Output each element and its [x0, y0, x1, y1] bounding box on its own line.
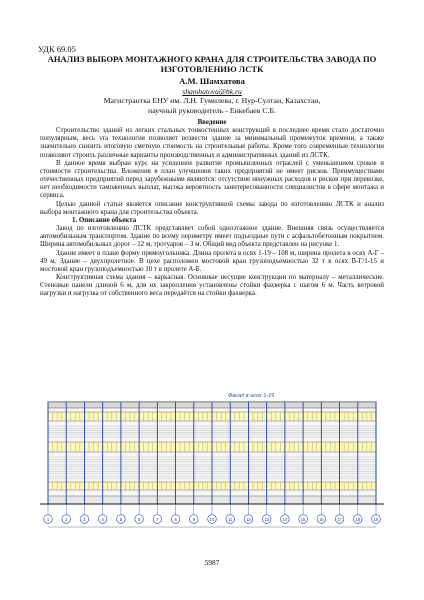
axis-label: 5	[119, 517, 123, 522]
page-number: 5987	[204, 558, 220, 567]
axis-label: 10	[209, 517, 215, 522]
article-body	[40, 119, 384, 298]
axis-label: 19	[373, 517, 379, 522]
facade-building	[40, 402, 384, 504]
axis-label: 14	[282, 517, 288, 522]
axis-label: 7	[156, 517, 159, 522]
axis-label: 11	[228, 517, 233, 522]
axis-label: 8	[174, 517, 177, 522]
affiliation	[40, 96, 384, 116]
author-email[interactable]: shamhatova@bk.ru	[182, 87, 242, 96]
axis-label: 1	[46, 517, 50, 522]
axis-label: 6	[137, 517, 141, 522]
axis-label: 4	[101, 517, 104, 522]
facade-drawing	[40, 386, 384, 532]
axis-label: 15	[300, 517, 306, 522]
axis-label: 16	[318, 517, 324, 522]
section-1-paragraph-2: Здание имеет в плане форму прямоугольника. Длина пролета в осях 1-19 – 108 м, ширина пролета в осях А-Г – 49 м. Здание – двухпролетное. В цехе расположен мостовой кран грузоподъемностью 32 т в осях В-Г/1-15 и мостовой кран грузоподъемностью 10 т в пролете А-Б.	[40, 249, 384, 273]
intro-heading: Введение	[197, 119, 227, 126]
affiliation-line-1: Магистрантка ЕНУ им. Л.Н. Гумилева, г. Нур-Султан, Казахстан,	[103, 96, 321, 105]
axis-label: 3	[83, 517, 86, 522]
author-name: А.М. Шамхатова	[179, 76, 245, 86]
axis-label: 17	[337, 517, 342, 522]
article-title: АНАЛИЗ ВЫБОРА МОНТАЖНОГО КРАНА ДЛЯ СТРОИТЕЛЬСТВА ЗАВОДА ПО ИЗГОТОВЛЕНИЮ ЛСТК	[47, 54, 377, 74]
axis-label: 9	[192, 517, 195, 522]
intro-paragraph-1: Строительство зданий из легких стальных тонкостенных конструкций в последнее время стало достаточно популярным, весь эта технология позволяет возвести здание за минимальный промежуток времени, а также значительно снизить итоговую сметную стоимость на строительные работы. Кроме того современные технологии позволяют строить различные варианты производственных и административных зданий из ЛСТК.	[40, 127, 384, 159]
intro-paragraph-2: В данное время выбран курс на усиленное развитие промышленных отраслей с уменьшением сроков и стоимости строительства. Вложения в план улучшения таких предприятий не имеет рисков. Преимуществами отечественных предприятий перед зарубежными являются: отсутствие ненужных расходов и рисков при перевозке, нет необходимости таможенных выплат, высока вероятность заинтересованности специалистов в сфере монтажа и сервиса.	[40, 159, 384, 200]
axis-label: 12	[246, 517, 251, 522]
facade-axis-labels	[44, 504, 381, 527]
axis-label: 2	[65, 517, 68, 522]
section-1-paragraph-3: Конструктивная схема здания – каркасная. Основные несущие конструкции по материалу – металлические. Стеновые панели длиной 6 м, для их закрепления установлены стойки фахверка с шагом 6 м. Часть ветровой нагрузки и нагрузка от собственного веса передаётся на стойки фахверка.	[40, 273, 384, 298]
intro-paragraph-3: Целью данной статьи является описание конструктивной схемы завода по изготовлению ЛСТК и анализ выбора монтажного крана для строительства объекта.	[40, 200, 384, 216]
section-1-paragraph-1: Завод по изготовлению ЛСТК представляет собой одноэтажное здание. Внешняя связь осуществляется автомобильным транспортом. Здание по всему периметру имеет подъездные пути с асфальтобетонным покрытием. Ширина автомобильных дорог – 12 м, тротуаров – 3 м. Общий вид объекта представлен на рисунке 1.	[40, 225, 384, 249]
affiliation-line-2: научный руководитель - Енкебаев С.Б.	[148, 106, 276, 115]
axis-label: 13	[264, 517, 270, 522]
figure-caption: Фасад в осях 1-19	[228, 393, 275, 399]
axis-label: 18	[355, 517, 361, 522]
section-1-heading: 1. Описание объекта	[72, 216, 137, 224]
udk-code: УДК 69.05	[38, 44, 76, 54]
